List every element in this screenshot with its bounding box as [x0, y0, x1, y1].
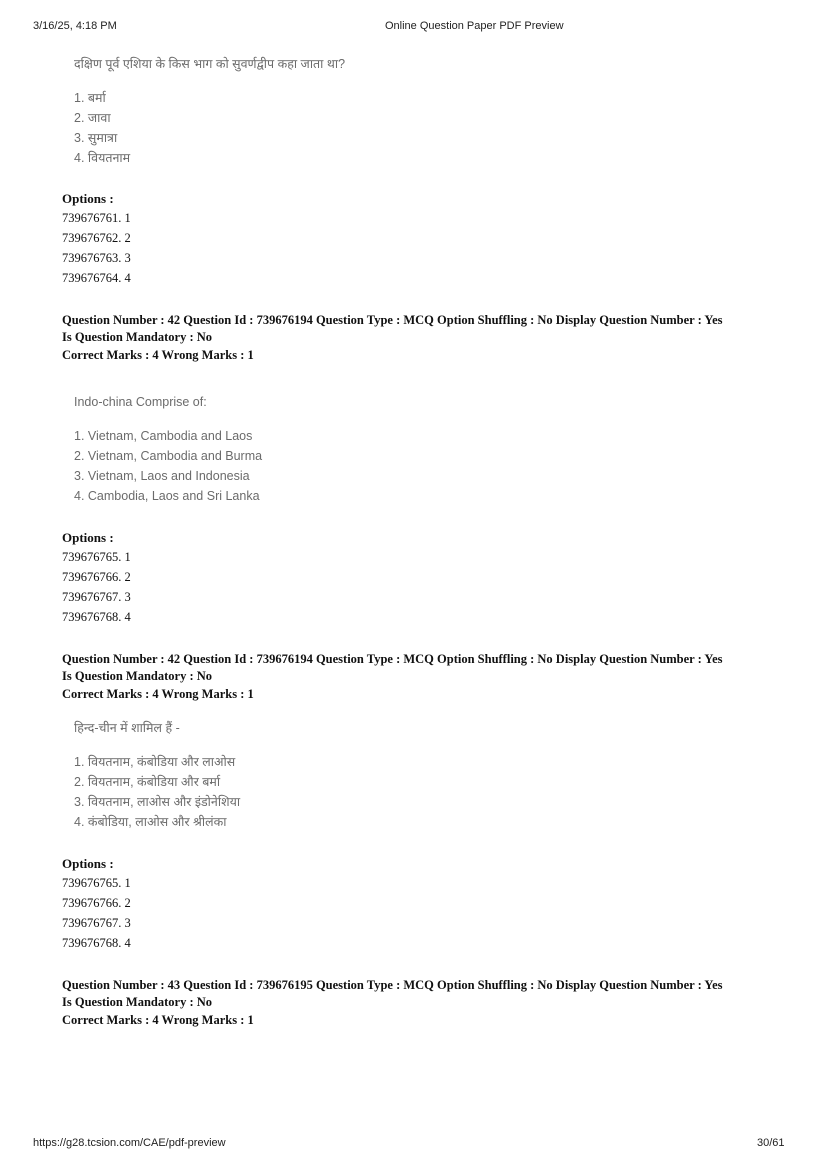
page-number: 30/61	[757, 1137, 785, 1149]
options-label: Options :	[62, 530, 114, 545]
choice-item: 4. Cambodia, Laos and Sri Lanka	[74, 489, 260, 503]
choice-item: 3. वियतनाम, लाओस और इंडोनेशिया	[74, 795, 241, 809]
page-url: https://g28.tcsion.com/CAE/pdf-preview	[33, 1137, 226, 1149]
question-image-english	[74, 395, 304, 510]
option-item: 739676763. 3	[62, 251, 131, 265]
choice-item: 3. Vietnam, Laos and Indonesia	[74, 469, 250, 483]
options-label: Options :	[62, 191, 114, 206]
choice-item: 2. जावा	[74, 111, 111, 125]
question-meta: Question Number : 42 Question Id : 739676194 Question Type : MCQ Option Shuffling : No Display Question Number : Yes	[62, 652, 723, 666]
choice-item: 1. वियतनाम, कंबोडिया और लाओस	[74, 755, 236, 769]
question-meta: Question Number : 42 Question Id : 739676194 Question Type : MCQ Option Shuffling : No Display Question Number : Yes	[62, 313, 723, 327]
option-item: 739676765. 1	[62, 550, 131, 564]
option-item: 739676764. 4	[62, 271, 131, 285]
choice-item: 2. वियतनाम, कंबोडिया और बर्मा	[74, 775, 221, 789]
option-item: 739676762. 2	[62, 231, 131, 245]
question-mandatory: Is Question Mandatory : No	[62, 669, 213, 683]
option-item: 739676761. 1	[62, 211, 131, 225]
question-image-hindi-2	[74, 719, 304, 834]
question-meta: Question Number : 43 Question Id : 739676195 Question Type : MCQ Option Shuffling : No Display Question Number : Yes	[62, 978, 723, 992]
option-item: 739676766. 2	[62, 570, 131, 584]
question-mandatory: Is Question Mandatory : No	[62, 995, 213, 1009]
choice-item: 3. सुमात्रा	[74, 131, 118, 145]
choice-item: 4. कंबोडिया, लाओस और श्रीलंका	[74, 815, 227, 829]
choice-item: 1. बर्मा	[74, 91, 106, 105]
question-mandatory: Is Question Mandatory : No	[62, 330, 213, 344]
options-label: Options :	[62, 856, 114, 871]
question-marks: Correct Marks : 4 Wrong Marks : 1	[62, 1013, 254, 1027]
question-text: हिन्द-चीन में शामिल हैं -	[74, 721, 180, 735]
question-marks: Correct Marks : 4 Wrong Marks : 1	[62, 687, 254, 701]
choice-item: 1. Vietnam, Cambodia and Laos	[74, 429, 253, 443]
choice-item: 4. वियतनाम	[74, 151, 131, 165]
option-item: 739676767. 3	[62, 916, 131, 930]
question-image-hindi-1	[74, 55, 404, 170]
question-text: दक्षिण पूर्व एशिया के किस भाग को सुवर्णद्वीप कहा जाता था?	[74, 57, 346, 71]
question-marks: Correct Marks : 4 Wrong Marks : 1	[62, 348, 254, 362]
print-datetime: 3/16/25, 4:18 PM	[33, 20, 117, 32]
option-item: 739676766. 2	[62, 896, 131, 910]
option-item: 739676768. 4	[62, 610, 131, 624]
choice-item: 2. Vietnam, Cambodia and Burma	[74, 449, 263, 463]
question-text: Indo-china Comprise of:	[74, 395, 207, 409]
option-item: 739676767. 3	[62, 590, 131, 604]
page-title: Online Question Paper PDF Preview	[385, 20, 564, 32]
option-item: 739676768. 4	[62, 936, 131, 950]
option-item: 739676765. 1	[62, 876, 131, 890]
